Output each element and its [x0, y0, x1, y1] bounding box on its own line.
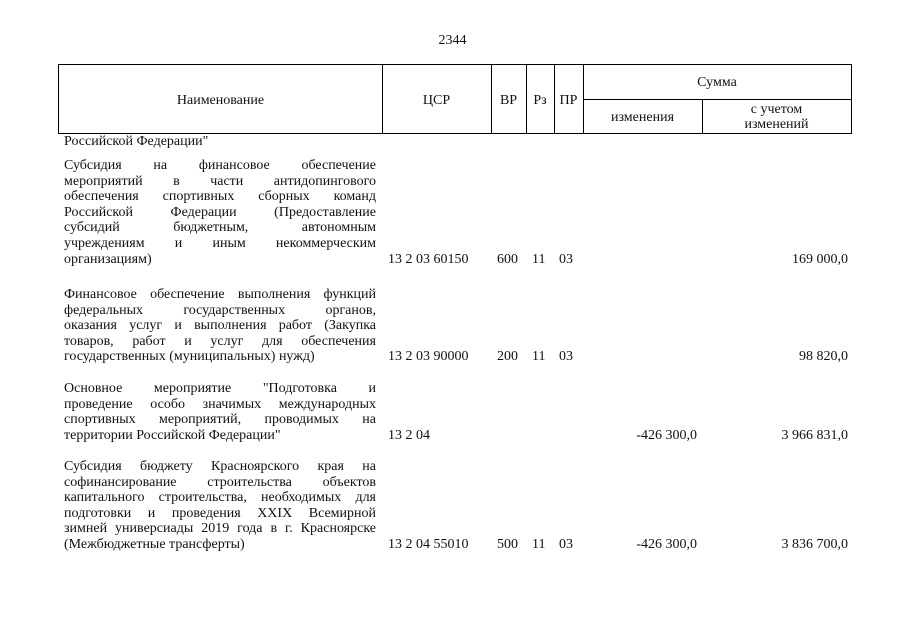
row-name-line: федеральных государственных органов, [64, 302, 376, 318]
table-row [0, 381, 905, 443]
row-name-line: оказания услуг и выполнения работ (Закупка [64, 318, 376, 334]
row-name [64, 459, 376, 553]
header-csr: ЦСР [422, 92, 451, 108]
row-name-line: обеспечения спортивных сборных команд [64, 189, 376, 205]
row-name-line: подготовки и проведения XXIX Всемирной [64, 505, 376, 521]
row-csr: 13 2 04 55010 [388, 537, 469, 552]
row-name-line: государственных (муниципальных) нужд) [64, 349, 315, 365]
table-row [0, 158, 905, 267]
page-number: 2344 [438, 33, 467, 48]
row-name [64, 287, 376, 365]
table-row [0, 459, 905, 553]
row-name-line: (Межбюджетные трансферты) [64, 536, 245, 552]
row-total: 3 966 831,0 [781, 427, 848, 443]
header-with-changes-line1: с учетом [750, 102, 803, 117]
row-name-line: Субсидия на финансовое обеспечение [64, 158, 376, 173]
row-name-line: организациям) [64, 251, 152, 267]
table-row [0, 287, 905, 365]
row-change: -426 300,0 [636, 427, 697, 443]
row-vr: 200 [497, 349, 518, 365]
row-name-line: мероприятий в части антидопингового [64, 173, 376, 189]
row-pr: 03 [559, 537, 573, 552]
row-name-line: Российской Федерации" [64, 134, 209, 149]
row-total: 98 820,0 [799, 349, 848, 365]
row-csr: 13 2 03 90000 [388, 349, 469, 365]
header-with-changes-line2: изменений [744, 117, 809, 132]
row-pr: 03 [559, 349, 573, 365]
header-rz: Рз [533, 92, 547, 108]
row-name-line: софинансирование строительства объектов [64, 474, 376, 490]
row-rz: 11 [532, 251, 546, 267]
row-total: 3 836 700,0 [781, 537, 848, 552]
row-change: -426 300,0 [636, 537, 697, 552]
header-changes: изменения [610, 109, 675, 125]
header-name: Наименование [176, 92, 265, 108]
header-pr: ПР [559, 92, 578, 108]
row-vr: 600 [497, 251, 518, 267]
row-name-line: капитального строительства, необходимых для [64, 490, 376, 506]
header-sum: Сумма [697, 74, 737, 90]
table-row [0, 134, 905, 150]
row-pr: 03 [559, 251, 573, 267]
header-with-changes [702, 99, 851, 135]
row-csr: 13 2 03 60150 [388, 251, 469, 267]
row-name [64, 158, 376, 267]
header-vr: ВР [499, 92, 518, 108]
row-rz: 11 [532, 537, 546, 552]
row-total: 169 000,0 [792, 251, 848, 267]
row-name-line: Субсидия бюджету Красноярского края на [64, 459, 376, 474]
row-name-line: субсидий бюджетным, автономным [64, 220, 376, 236]
row-name-line: зимней универсиады 2019 года в г. Красноярске [64, 521, 376, 537]
row-csr: 13 2 04 [388, 427, 430, 443]
row-vr: 500 [497, 537, 518, 552]
row-name-line: Основное мероприятие "Подготовка и [64, 381, 376, 396]
row-name [64, 381, 376, 443]
row-name-line: проведение особо значимых международных [64, 396, 376, 412]
row-name-line: Финансовое обеспечение выполнения функций [64, 287, 376, 302]
table-header [58, 64, 852, 134]
row-name [64, 134, 376, 150]
row-name-line: территории Российской Федерации" [64, 427, 281, 443]
row-name-line: спортивных мероприятий, проводимых на [64, 412, 376, 428]
row-name-line: Российской Федерации (Предоставление [64, 204, 376, 220]
row-name-line: товаров, работ и услуг для обеспечения [64, 333, 376, 349]
row-name-line: учреждениям и иным некоммерческим [64, 235, 376, 251]
row-rz: 11 [532, 349, 546, 365]
